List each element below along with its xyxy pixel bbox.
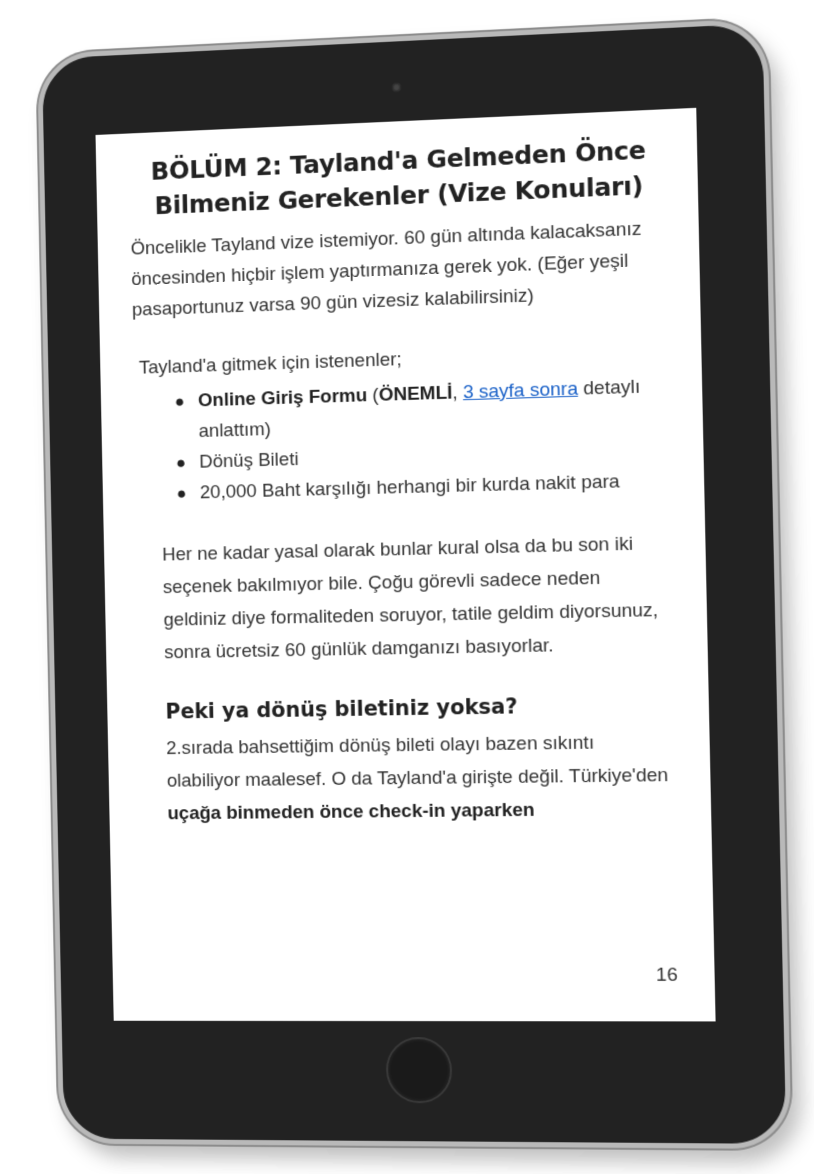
comma: , (452, 382, 464, 404)
bullet-icon: ● (174, 391, 185, 412)
section-subheading: Peki ya dönüş biletiniz yoksa? (165, 694, 518, 724)
item1-rest: detaylı anlattım) (198, 376, 641, 443)
bullet-icon: ● (176, 483, 187, 503)
tablet-device (37, 18, 791, 1149)
page-number: 16 (655, 964, 678, 986)
camera-icon (392, 83, 400, 91)
requirements-list (139, 371, 669, 510)
requirements-title: Tayland'a gitmek için istenenler; (138, 349, 403, 379)
home-button[interactable] (385, 1037, 452, 1103)
return-ticket-label: Dönüş Bileti (199, 449, 299, 473)
bullet-icon: ● (175, 453, 187, 473)
ebook-page[interactable] (96, 108, 716, 1022)
three-pages-later-link[interactable]: 3 sayfa sonra (462, 378, 579, 404)
intro-paragraph: Öncelikle Tayland vize istemiyor. 60 gün altında kalacaksanız öncesinden hiçbir işlem yaptırmanıza gerek yok. (Eğer yeşil pasaportunuz varsa 90 gün vizesiz kalabilirsiniz) (130, 218, 642, 321)
paragraph3-text: 2.sırada bahsettiğim dönüş bileti olayı bazen sıkıntı olabiliyor maalesef. O da Tayland'a girişte değil. Türkiye'den (166, 732, 669, 792)
important-label: ÖNEMLİ (378, 382, 453, 406)
explanation-paragraph: Her ne kadar yasal olarak bunlar kural olsa da bu son iki seçenek bakılmıyor bile. Çoğu görevli sadece neden geldiniz diye formaliteden soruyor, tatile geldim diyorsunuz, sonra ücretsiz 60 günlük damganızı basıyorlar. (162, 533, 659, 664)
return-ticket-paragraph (146, 725, 676, 830)
chapter-heading: BÖLÜM 2: Tayland'a Gelmeden Önce Bilmeniz Gerekenler (Vize Konuları) (150, 135, 647, 221)
paragraph3-bold: uçağa binmeden önce check-in yaparken (167, 799, 535, 825)
cash-requirement-label: 20,000 Baht karşılığı herhangi bir kurda nakit para (199, 471, 620, 504)
paren-open: ( (366, 384, 379, 407)
online-form-label: Online Giriş Formu (197, 385, 368, 412)
